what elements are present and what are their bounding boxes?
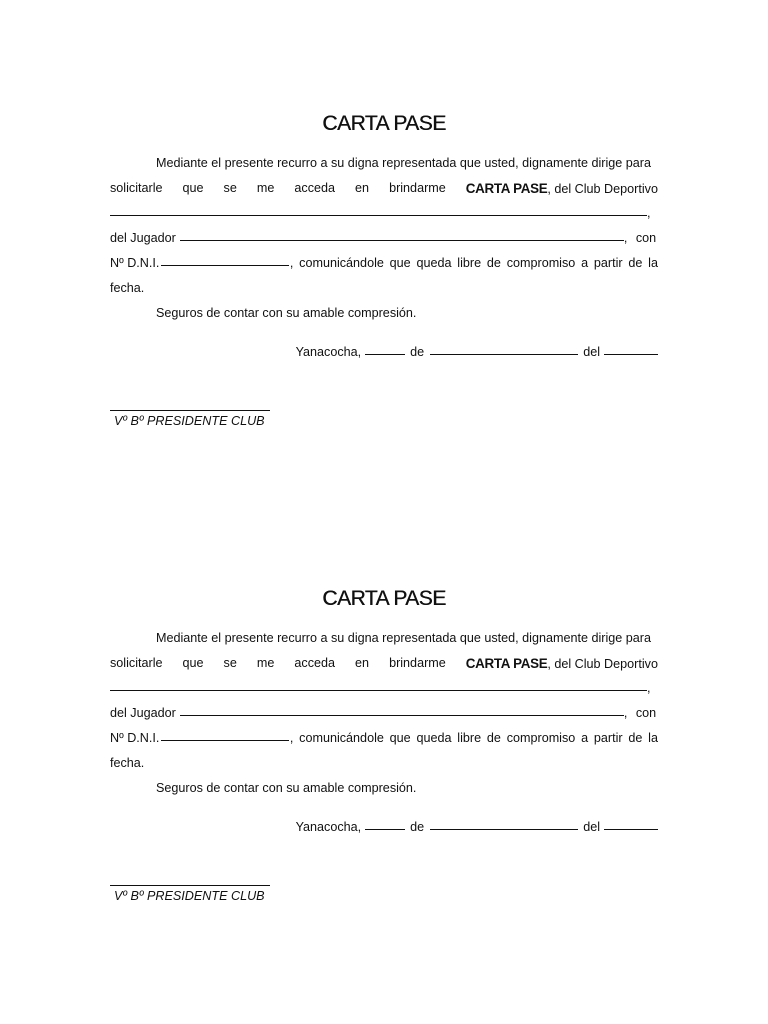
letter-title: CARTA PASE bbox=[322, 112, 446, 135]
fecha-line bbox=[110, 751, 658, 776]
month-blank[interactable] bbox=[430, 815, 578, 830]
signature-label: Vº Bº PRESIDENTE CLUB bbox=[114, 414, 265, 428]
del-label: del bbox=[583, 345, 600, 359]
word: en bbox=[355, 656, 370, 670]
carta-pase-bold: CARTA PASE bbox=[465, 181, 548, 196]
jugador-label: del Jugador bbox=[110, 706, 176, 720]
word: me bbox=[256, 181, 275, 195]
word: brindarme bbox=[389, 181, 446, 195]
word: me bbox=[256, 656, 275, 670]
jugador-line bbox=[110, 226, 658, 251]
club-label: , del Club Deportivo bbox=[547, 657, 658, 671]
paragraph-line-2 bbox=[110, 651, 658, 676]
club-name-blank[interactable] bbox=[110, 676, 647, 691]
word: que bbox=[182, 181, 204, 195]
jugador-line bbox=[110, 701, 658, 726]
club-label: , del Club Deportivo bbox=[547, 182, 658, 196]
signature-block bbox=[110, 884, 658, 904]
jugador-blank[interactable] bbox=[180, 701, 624, 716]
carta-pase-2 bbox=[110, 585, 658, 904]
dni-after-text: , comunicándole que queda libre de compromiso a partir de la bbox=[289, 731, 658, 745]
closing-text: Seguros de contar con su amable compresión. bbox=[156, 306, 417, 320]
dni-after-text: , comunicándole que queda libre de compromiso a partir de la bbox=[289, 256, 658, 270]
jugador-end: , con bbox=[623, 706, 657, 720]
intro-text: Mediante el presente recurro a su digna representada que usted, dignamente dirige para bbox=[156, 631, 651, 645]
date-line bbox=[110, 340, 658, 365]
club-name-blank[interactable] bbox=[110, 201, 647, 216]
jugador-end: , con bbox=[623, 231, 657, 245]
word: se bbox=[223, 181, 237, 195]
day-blank[interactable] bbox=[365, 340, 405, 355]
place-label: Yanacocha, bbox=[295, 820, 362, 834]
closing-line bbox=[110, 301, 658, 326]
intro-text: Mediante el presente recurro a su digna representada que usted, dignamente dirige para bbox=[156, 156, 651, 170]
word: solicitarle bbox=[110, 181, 163, 195]
word: acceda bbox=[294, 656, 336, 670]
carta-pase-1 bbox=[110, 110, 658, 429]
month-blank[interactable] bbox=[430, 340, 578, 355]
word: que bbox=[182, 656, 204, 670]
jugador-label: del Jugador bbox=[110, 231, 176, 245]
fecha-text: fecha. bbox=[110, 756, 145, 770]
paragraph-line-2 bbox=[110, 176, 658, 201]
paragraph-line-1 bbox=[110, 626, 658, 651]
paragraph-line-1 bbox=[110, 151, 658, 176]
dni-blank[interactable] bbox=[161, 251, 289, 266]
dni-label: Nº D.N.I. bbox=[110, 731, 160, 745]
comma: , bbox=[647, 681, 651, 695]
day-blank[interactable] bbox=[365, 815, 405, 830]
dni-blank[interactable] bbox=[161, 726, 289, 741]
word: acceda bbox=[294, 181, 336, 195]
word: brindarme bbox=[389, 656, 446, 670]
de-label: de bbox=[410, 345, 425, 359]
signature-line[interactable] bbox=[110, 884, 270, 886]
del-label: del bbox=[583, 820, 600, 834]
dni-line bbox=[110, 251, 658, 276]
word: en bbox=[355, 181, 370, 195]
signature-block bbox=[110, 409, 658, 429]
carta-pase-bold: CARTA PASE bbox=[465, 656, 548, 671]
dni-label: Nº D.N.I. bbox=[110, 256, 160, 270]
word: solicitarle bbox=[110, 656, 163, 670]
comma: , bbox=[647, 206, 651, 220]
letter-title: CARTA PASE bbox=[322, 587, 446, 610]
dni-line bbox=[110, 726, 658, 751]
signature-label: Vº Bº PRESIDENTE CLUB bbox=[114, 889, 265, 903]
date-line bbox=[110, 815, 658, 840]
signature-line[interactable] bbox=[110, 409, 270, 411]
year-blank[interactable] bbox=[604, 340, 658, 355]
club-name-blank-line bbox=[110, 676, 658, 701]
place-label: Yanacocha, bbox=[295, 345, 362, 359]
de-label: de bbox=[410, 820, 425, 834]
club-name-blank-line bbox=[110, 201, 658, 226]
closing-text: Seguros de contar con su amable compresión. bbox=[156, 781, 417, 795]
club-phrase bbox=[466, 176, 658, 201]
word: se bbox=[223, 656, 237, 670]
jugador-blank[interactable] bbox=[180, 226, 624, 241]
closing-line bbox=[110, 776, 658, 801]
club-phrase bbox=[466, 651, 658, 676]
year-blank[interactable] bbox=[604, 815, 658, 830]
fecha-text: fecha. bbox=[110, 281, 145, 295]
fecha-line bbox=[110, 276, 658, 301]
